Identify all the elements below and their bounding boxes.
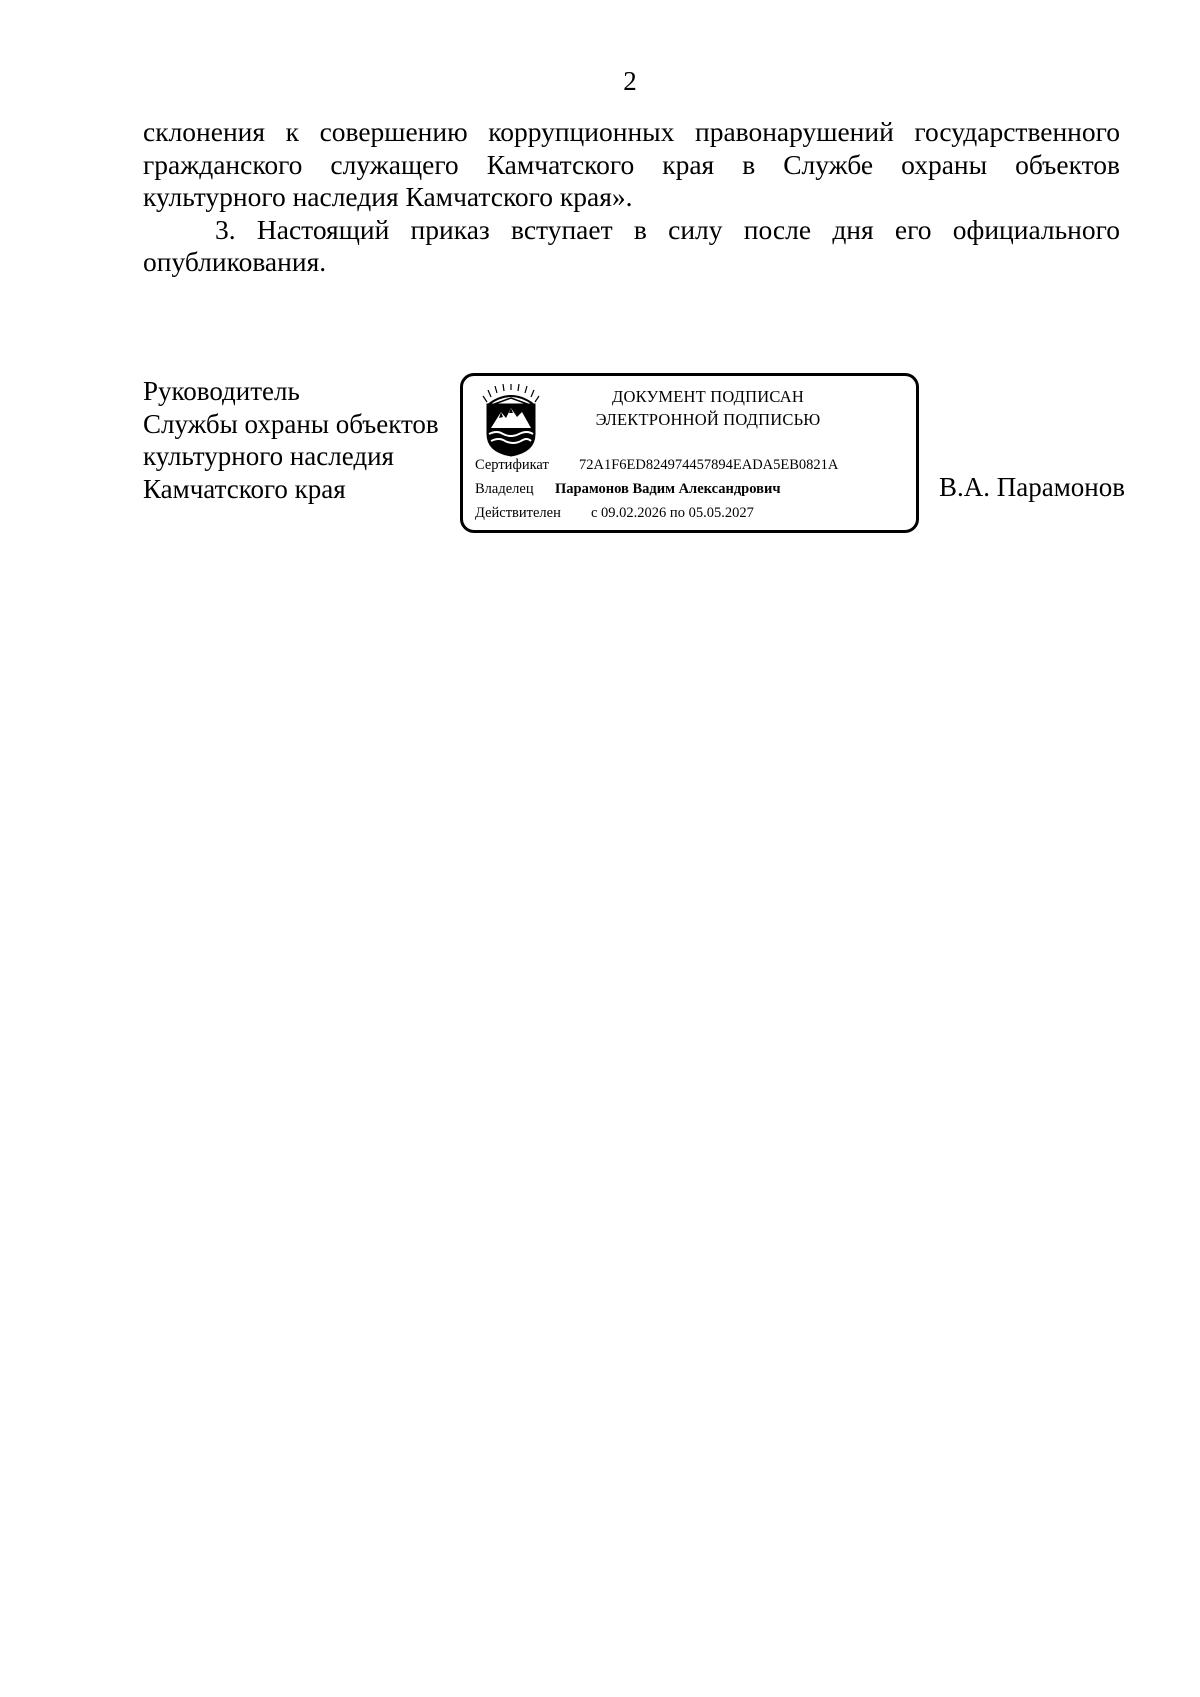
signer-position-line: Руководитель [143,376,300,406]
signer-position-line: культурного наследия [143,441,394,471]
signer-position-line: Службы охраны объектов [143,408,439,439]
certificate-label: Сертификат [475,457,549,473]
owner-value: Парамонов Вадим Александрович [555,481,781,497]
page-number: 2 [623,66,637,96]
signer-name: В.А. Парамонов [939,472,1126,502]
body-paragraph: 3. Настоящий приказ вступает в силу после дня его официального опубликования. [143,213,1120,277]
owner-label: Владелец [475,481,534,497]
validity-label: Действителен [475,505,561,521]
kamchatka-coat-of-arms-icon [481,384,541,458]
signature-heading [553,385,863,431]
document-body [143,116,1120,279]
signer-position-line: Камчатского края [143,473,346,504]
certificate-value: 72A1F6ED824974457894EADA5EB0821A [579,457,839,473]
signature-heading-line: ДОКУМЕНТ ПОДПИСАН [612,387,804,406]
electronic-signature-stamp [460,373,919,533]
validity-row [475,504,754,522]
validity-value: с 09.02.2026 по 05.05.2027 [591,505,754,521]
body-paragraph: склонения к совершению коррупционных правонарушений государственного гражданского служащего Камчатского края в Службе охраны объектов культурного наследия Камчатского края». [143,116,1120,212]
signer-position [143,375,483,505]
owner-row [475,480,781,498]
signature-heading-line: ЭЛЕКТРОННОЙ ПОДПИСЬЮ [595,410,821,429]
certificate-row [475,456,839,474]
